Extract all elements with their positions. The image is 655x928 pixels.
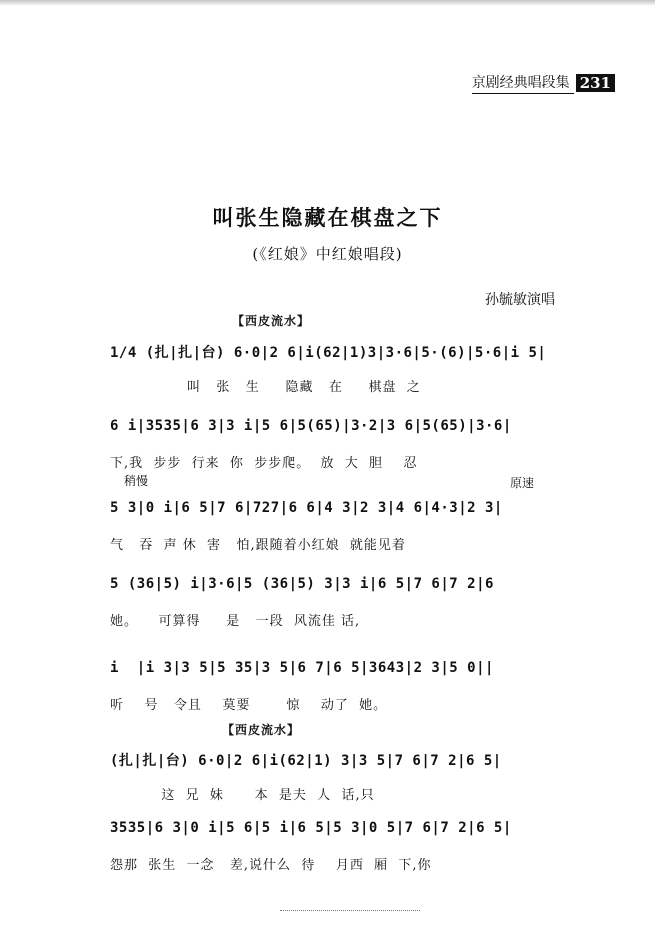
tempo-marking-original: 原速 bbox=[510, 476, 535, 490]
section-tag-1: 【西皮流水】 bbox=[232, 314, 311, 328]
notation-line: (扎|扎|台) 6·0|2 6|i(62|1) 3|3 5|7 6|7 2|6 5| bbox=[110, 753, 502, 769]
notation-line: 3535|6 3|0 i|5 6|5 i|6 5|5 3|0 5|7 6|7 2|6 5| bbox=[110, 820, 512, 836]
scan-bottom-mark bbox=[280, 910, 420, 913]
page-number: 231 bbox=[576, 74, 615, 92]
lyric-line: 气 吞 声 休 害 怕,跟随着小红娘 就能见着 bbox=[110, 538, 406, 553]
scan-edge bbox=[0, 0, 655, 6]
tempo-marking-slow: 稍慢 bbox=[124, 474, 149, 488]
notation-line: 1/4 (扎|扎|台) 6·0|2 6|i(62|1)3|3·6|5·(6)|5·6|i 5| bbox=[110, 345, 547, 361]
performer-credit: 孙毓敏演唱 bbox=[485, 292, 555, 308]
notation-line: 5 (36|5) i|3·6|5 (36|5) 3|3 i|6 5|7 6|7 2|6 bbox=[110, 576, 503, 592]
section-tag-2: 【西皮流水】 bbox=[222, 723, 301, 737]
song-subtitle: (《红娘》中红娘唱段) bbox=[252, 245, 403, 263]
lyric-line: 怨那 张生 一念 差,说什么 待 月西 厢 下,你 bbox=[110, 858, 432, 873]
page-header bbox=[472, 72, 615, 94]
notation-line: i |i 3|3 5|5 35|3 5|6 7|6 5|3643|2 3|5 0|| bbox=[110, 660, 494, 676]
lyric-line: 叫 张 生 隐藏 在 棋盘 之 bbox=[110, 380, 421, 395]
notation-line: 6 i|3535|6 3|3 i|5 6|5(65)|3·2|3 6|5(65)|3·6| bbox=[110, 418, 512, 434]
lyric-line: 下,我 步步 行来 你 步步爬。 放 大 胆 忍 bbox=[110, 456, 418, 471]
lyric-line: 这 兄 妹 本 是夫 人 话,只 bbox=[110, 788, 375, 803]
notation-line: 5 3|0 i|6 5|7 6|727|6 6|4 3|2 3|4 6|4·3|2 3| bbox=[110, 500, 503, 516]
lyric-line: 听 号 令且 莫要 惊 动了 她。 bbox=[110, 698, 388, 713]
book-series-title: 京剧经典唱段集 bbox=[472, 72, 574, 94]
song-title: 叫张生隐藏在棋盘之下 bbox=[212, 205, 443, 230]
lyric-line: 她。 可算得 是 一段 风流佳 话, bbox=[110, 614, 361, 629]
